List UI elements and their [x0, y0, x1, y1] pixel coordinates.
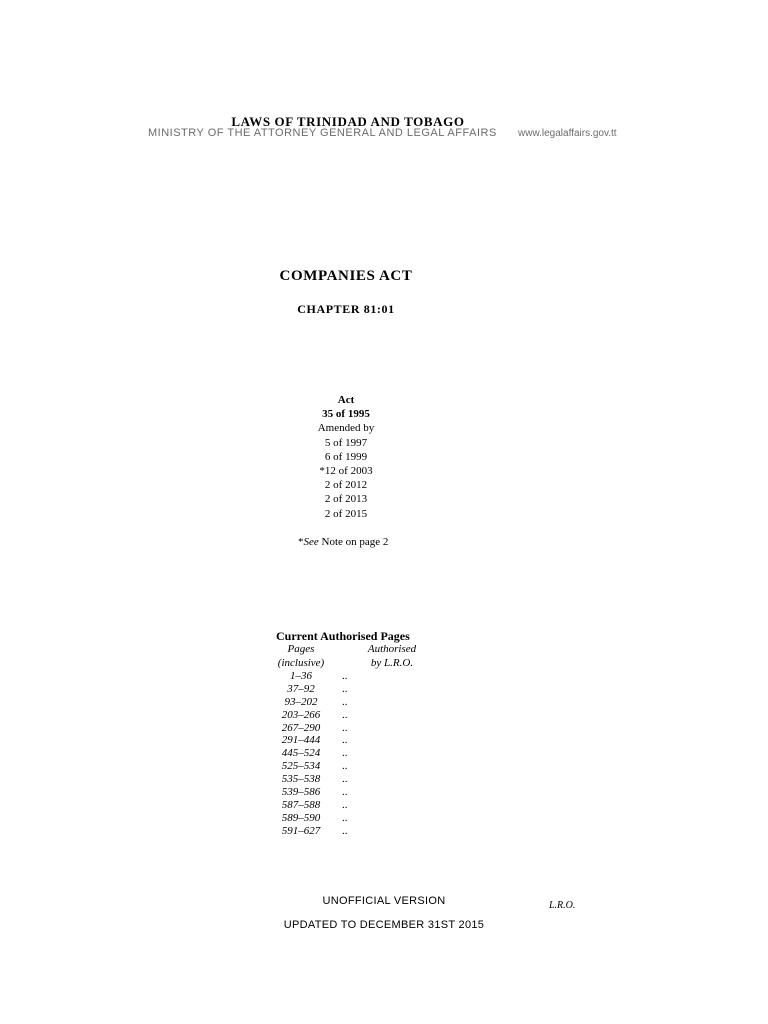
- amendments-list: [296, 436, 396, 521]
- page-range-row: [276, 696, 376, 709]
- updated-date-label: UPDATED TO DECEMBER 31ST 2015: [283, 919, 485, 931]
- page-range: 445–524: [281, 747, 321, 760]
- amendment-item: 5 of 1997: [324, 436, 368, 449]
- note-text: Note on page 2: [318, 536, 389, 548]
- page-range-row: [276, 799, 376, 812]
- pages-column-header: [276, 643, 326, 670]
- leader-dots: ..: [342, 721, 348, 734]
- leader-dots: ..: [342, 708, 348, 721]
- amendment-item: *12 of 2003: [319, 465, 373, 478]
- leader-dots: ..: [342, 760, 348, 773]
- header-title: LAWS OF TRINIDAD AND TOBAGO: [231, 114, 465, 129]
- page-range-row: [276, 722, 376, 735]
- page-range: 267–290: [281, 721, 321, 734]
- page-range: 291–444: [281, 734, 321, 747]
- lro-mark: L.R.O.: [549, 900, 576, 911]
- leader-dots: ..: [342, 811, 348, 824]
- page-range: 93–202: [284, 695, 318, 708]
- page-range-row: [276, 812, 376, 825]
- page-range-row: [276, 786, 376, 799]
- amendment-item: 2 of 2015: [324, 507, 368, 520]
- leader-dots: ..: [342, 798, 348, 811]
- leader-dots: ..: [342, 747, 348, 760]
- act-number: 35 of 1995: [322, 408, 370, 421]
- act-history: [296, 393, 396, 521]
- amendment-item: 2 of 2013: [324, 493, 368, 506]
- page-range: 37–92: [287, 682, 315, 695]
- page-range-row: [276, 773, 376, 786]
- page-range: 589–590: [281, 811, 321, 824]
- chapter-number: CHAPTER 81:01: [297, 302, 395, 316]
- pages-header-line1: Pages: [287, 643, 315, 655]
- page-range: 539–586: [281, 786, 321, 799]
- page-range-row: [276, 825, 376, 838]
- leader-dots: ..: [342, 824, 348, 837]
- page-range-row: [276, 747, 376, 760]
- note: [298, 536, 388, 548]
- leader-dots: ..: [342, 773, 348, 786]
- unofficial-version-label: UNOFFICIAL VERSION: [322, 895, 446, 907]
- leader-dots: ..: [342, 695, 348, 708]
- act-label: Act: [337, 394, 355, 406]
- note-prefix: *: [298, 536, 304, 548]
- authorised-pages-title: Current Authorised Pages: [276, 629, 410, 643]
- leader-dots: ..: [342, 682, 348, 695]
- page-range: 203–266: [281, 708, 321, 721]
- page-range: 587–588: [281, 798, 321, 811]
- authorised-header-line1: Authorised: [367, 643, 417, 655]
- page-range-row: [276, 760, 376, 773]
- act-title: COMPANIES ACT: [279, 268, 413, 284]
- leader-dots: ..: [342, 734, 348, 747]
- amendment-item: 6 of 1999: [324, 450, 368, 463]
- pages-header-line2: (inclusive): [277, 656, 325, 669]
- page-range-row: [276, 734, 376, 747]
- page-range-row: [276, 683, 376, 696]
- authorised-header-line2: by L.R.O.: [370, 656, 414, 669]
- note-see: See: [303, 536, 319, 548]
- page-range: 525–534: [281, 760, 321, 773]
- leader-dots: ..: [342, 670, 348, 682]
- header-ministry: MINISTRY OF THE ATTORNEY GENERAL AND LEGAL AFFAIRS: [148, 127, 497, 139]
- page-range: 535–538: [281, 773, 321, 786]
- authorised-column-header: [362, 643, 422, 670]
- page-range-row: [276, 670, 376, 683]
- header-url: www.legalaffairs.gov.tt: [518, 128, 617, 139]
- page-ranges-list: [276, 670, 376, 838]
- amendment-item: 2 of 2012: [324, 479, 368, 492]
- page-range: 1–36: [290, 670, 312, 682]
- amended-by-label: Amended by: [317, 422, 375, 435]
- page-range: 591–627: [281, 824, 321, 837]
- page-range-row: [276, 709, 376, 722]
- leader-dots: ..: [342, 786, 348, 799]
